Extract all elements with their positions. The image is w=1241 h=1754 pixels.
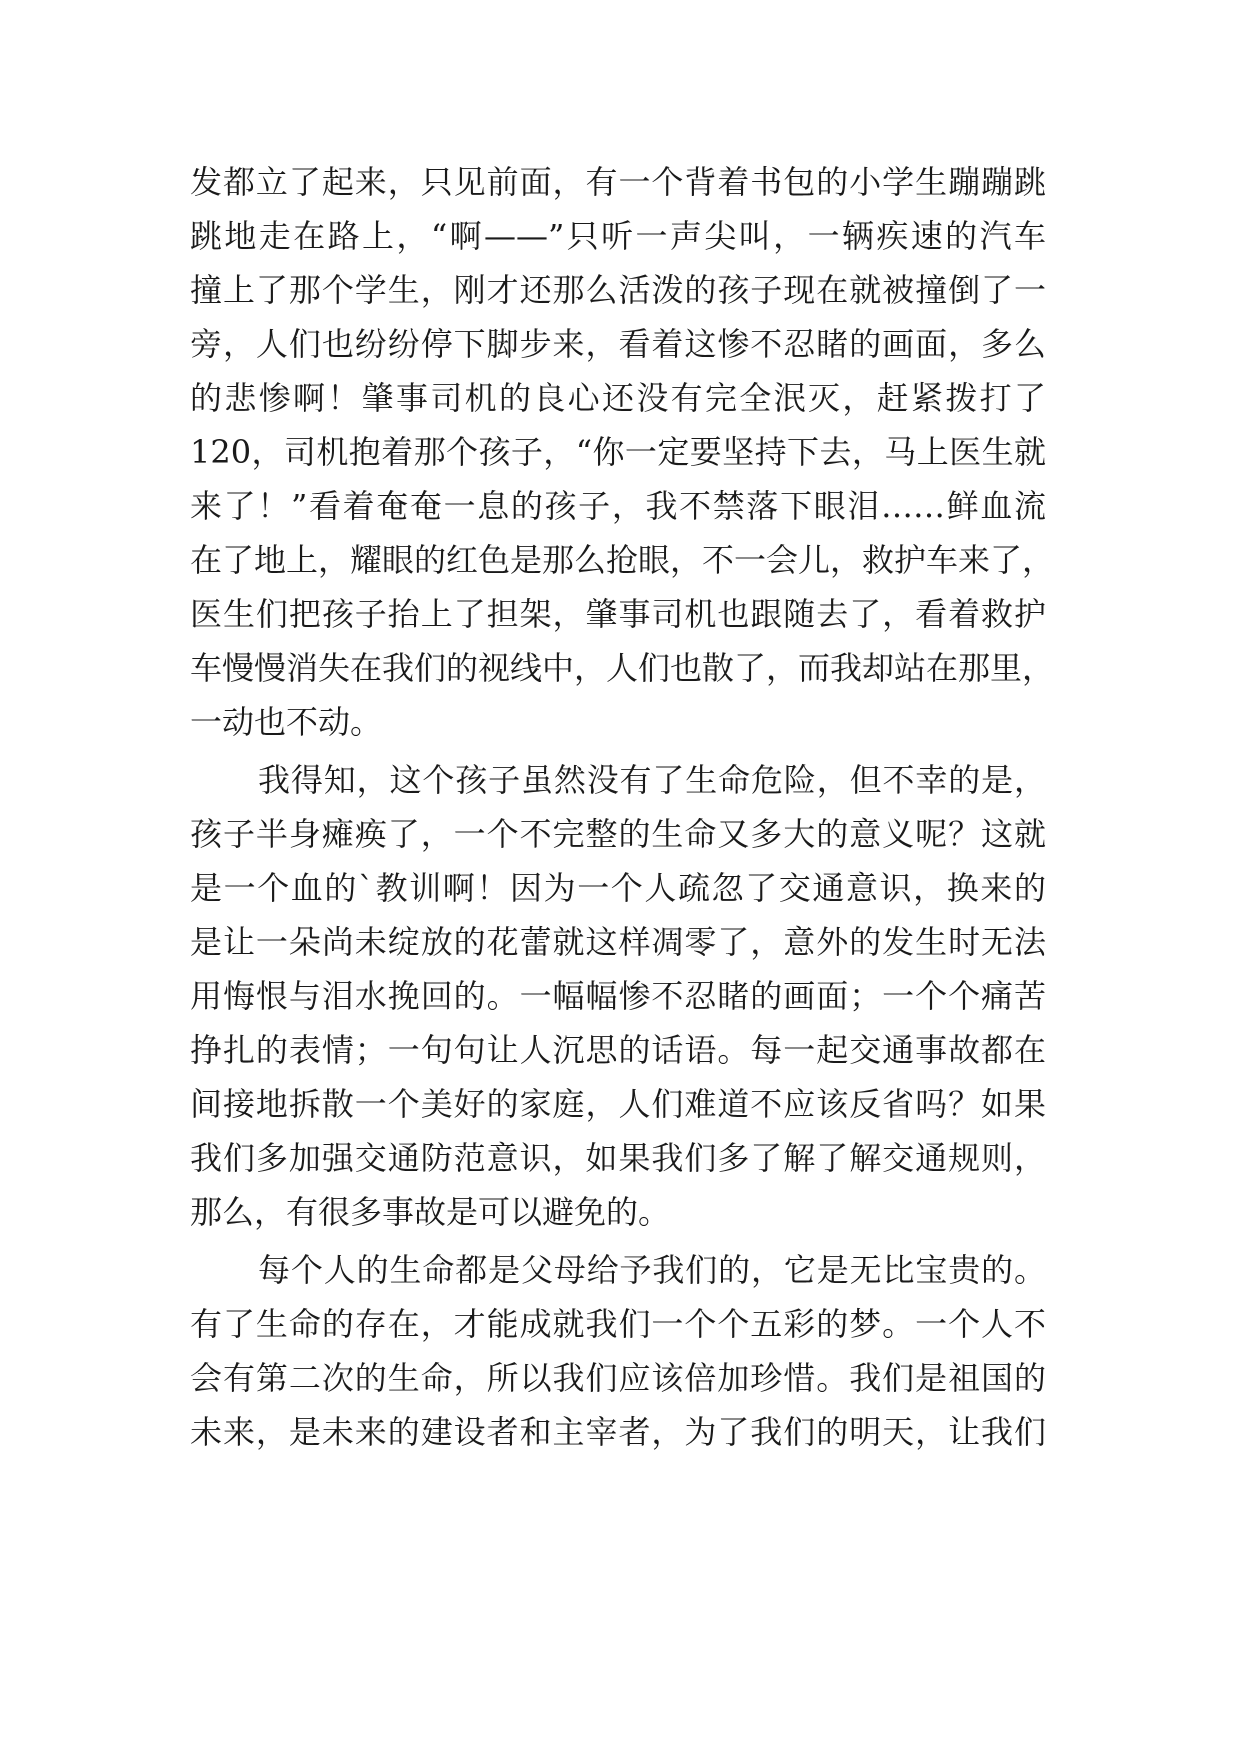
text-line-5: 的悲惨啊！肇事司机的良心还没有完全泯灭，赶紧拨打了 [190, 379, 1046, 417]
text-line-18: 间接地拆散一个美好的家庭，人们难道不应该反省吗？如果 [190, 1085, 1046, 1123]
text-line-6: 120，司机抱着那个孩子，“你一定要坚持下去，马上医生就 [190, 433, 1046, 471]
text-line-9: 医生们把孩子抬上了担架，肇事司机也跟随去了，看着救护 [190, 595, 1046, 633]
text-line-2: 跳地走在路上，“啊——”只听一声尖叫，一辆疾速的汽车 [190, 217, 1046, 255]
text-line-23: 会有第二次的生命，所以我们应该倍加珍惜。我们是祖国的 [190, 1359, 1046, 1397]
text-line-16: 用悔恨与泪水挽回的。一幅幅惨不忍睹的画面；一个个痛苦 [190, 977, 1046, 1015]
text-line-17: 挣扎的表情；一句句让人沉思的话语。每一起交通事故都在 [190, 1031, 1046, 1069]
text-line-7: 来了！”看着奄奄一息的孩子，我不禁落下眼泪……鲜血流 [190, 487, 1046, 525]
text-line-21: 每个人的生命都是父母给予我们的，它是无比宝贵的。 [258, 1251, 1046, 1289]
text-line-22: 有了生命的存在，才能成就我们一个个五彩的梦。一个人不 [190, 1305, 1046, 1343]
text-line-15: 是让一朵尚未绽放的花蕾就这样凋零了，意外的发生时无法 [190, 923, 1046, 961]
text-line-24: 未来，是未来的建设者和主宰者，为了我们的明天，让我们 [190, 1413, 1046, 1451]
text-line-8: 在了地上，耀眼的红色是那么抢眼，不一会儿，救护车来了， [190, 541, 1055, 579]
text-line-20: 那么，有很多事故是可以避免的。 [190, 1193, 671, 1231]
text-line-14: 是一个血的`教训啊！因为一个人疏忽了交通意识，换来的 [190, 869, 1046, 907]
text-line-10: 车慢慢消失在我们的视线中，人们也散了，而我却站在那里， [190, 649, 1055, 687]
text-line-3: 撞上了那个学生，刚才还那么活泼的孩子现在就被撞倒了一 [190, 271, 1046, 309]
text-line-12: 我得知，这个孩子虽然没有了生命危险，但不幸的是， [258, 761, 1046, 799]
text-line-19: 我们多加强交通防范意识，如果我们多了解了解交通规则， [190, 1139, 1046, 1177]
text-line-11: 一动也不动。 [190, 703, 383, 741]
text-line-4: 旁，人们也纷纷停下脚步来，看着这惨不忍睹的画面，多么 [190, 325, 1046, 363]
text-line-1: 发都立了起来，只见前面，有一个背着书包的小学生蹦蹦跳 [190, 163, 1046, 201]
text-line-13: 孩子半身瘫痪了，一个不完整的生命又多大的意义呢？这就 [190, 815, 1046, 853]
